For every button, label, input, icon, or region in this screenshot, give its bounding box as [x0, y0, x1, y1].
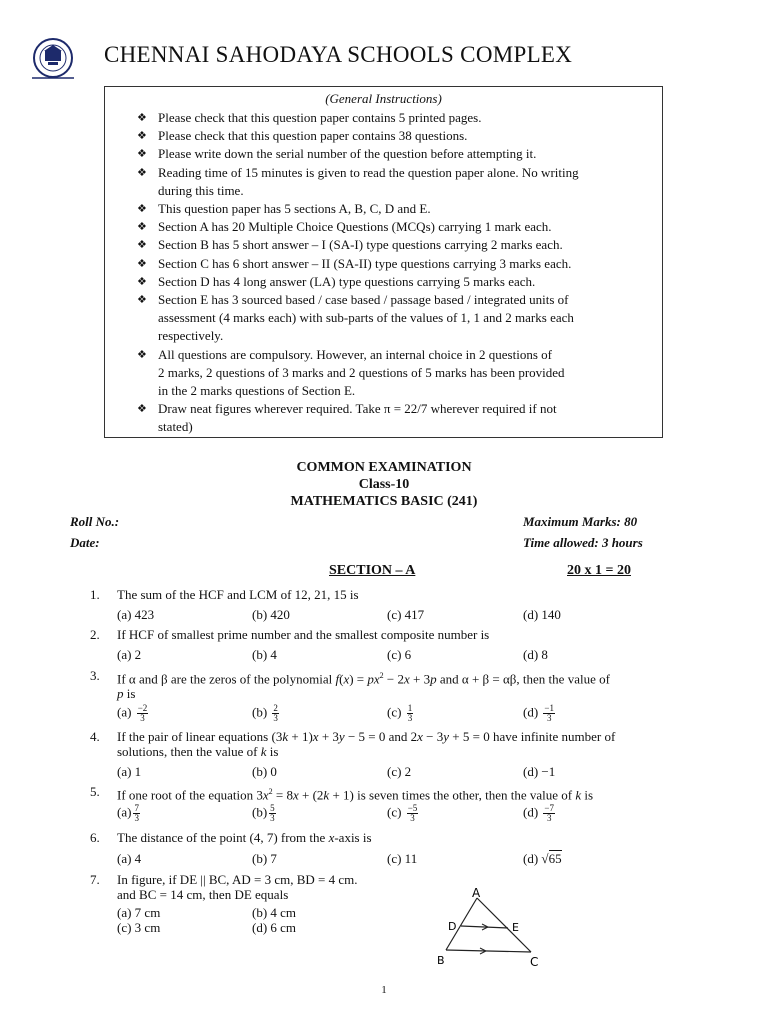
question-4-text: If the pair of linear equations (3k + 1)x + 3y − 5 = 0 and 2x − 3y + 5 = 0 have infinite number of solutions, then the value of k is	[117, 729, 616, 759]
q3-option-b: (b) $\frac{2}{3}$	[252, 703, 278, 723]
q1-option-a: (a) 423	[117, 607, 155, 622]
bullet-icon: ❖	[137, 221, 147, 234]
q4-option-b: (b) 0	[252, 764, 277, 779]
bullet-icon: ❖	[137, 112, 147, 124]
q1-option-d: (d) 140	[523, 607, 561, 622]
q4-option-d: (d) −1	[523, 764, 556, 779]
q6-option-c: (c) 11	[387, 851, 418, 866]
q7-option-d: (d) 6 cm	[252, 920, 297, 935]
question-7-line-1: In figure, if DE || BC, AD = 3 cm, BD = 4 cm.	[117, 872, 358, 887]
question-number: 2.	[90, 627, 100, 642]
q6-option-a: (a) 4	[117, 851, 142, 866]
question-2-text: If HCF of smallest prime number and the smallest composite number is	[117, 627, 490, 642]
school-name: CHENNAI SAHODAYA SCHOOLS COMPLEX	[104, 42, 573, 67]
section-title: SECTION – A	[329, 563, 416, 578]
bullet-icon: ❖	[137, 203, 147, 215]
label-E: E	[512, 921, 519, 934]
q3-option-c: (c) $\frac{1}{3}$	[387, 703, 413, 723]
q2-option-d: (d) 8	[523, 647, 548, 662]
question-number: 5.	[90, 784, 100, 799]
question-number: 3.	[90, 668, 100, 683]
date-label: Date:	[70, 535, 100, 550]
q5-option-a: (a) $\frac{7}{3}$	[117, 803, 139, 823]
q1-option-b: (b) 420	[252, 607, 290, 622]
bullet-icon: ❖	[137, 403, 147, 416]
label-A: A	[472, 886, 481, 900]
q3-option-a: (a) $\frac{-2}{3}$	[117, 703, 148, 723]
question-number: 7.	[90, 872, 100, 887]
q1-option-c: (c) 417	[387, 607, 425, 622]
bullet-icon: ❖	[137, 348, 147, 361]
question-1-text: The sum of the HCF and LCM of 12, 21, 15 is	[117, 587, 359, 602]
triangle-figure	[428, 884, 548, 970]
label-B: B	[437, 954, 445, 967]
question-number: 1.	[90, 587, 100, 602]
roll-number-label: Roll No.:	[70, 514, 120, 529]
school-logo	[20, 36, 86, 82]
time-allowed: Time allowed: 3 hours	[523, 535, 643, 550]
exam-subject: MATHEMATICS BASIC (241)	[290, 494, 478, 509]
bullet-icon: ❖	[137, 166, 147, 179]
bullet-icon: ❖	[137, 130, 147, 143]
bullet-icon: ❖	[137, 239, 147, 252]
q7-option-b: (b) 4 cm	[252, 905, 297, 920]
question-3-text: If α and β are the zeros of the polynomial $f(x) = px^2 - 2x + 3p$ and α + β = αβ, then the value of p is	[117, 671, 610, 702]
question-number: 6.	[90, 830, 100, 845]
q5-option-b: (b) $\frac{5}{3}$	[252, 803, 275, 823]
page-number: 1	[381, 984, 387, 996]
label-D: D	[448, 920, 457, 933]
bullet-icon: ❖	[137, 257, 147, 270]
bullet-icon: ❖	[137, 148, 147, 161]
q6-option-d: (d) √65	[523, 851, 562, 866]
label-C: C	[530, 955, 539, 969]
q3-option-d: (d) $\frac{-1}{3}$	[523, 703, 554, 723]
question-number: 4.	[90, 729, 100, 744]
instructions-title: (General Instructions)	[325, 91, 442, 106]
q5-option-d: (d) $\frac{-7}{3}$	[523, 803, 554, 823]
bullet-icon: ❖	[137, 294, 147, 306]
q6-option-b: (b) 7	[252, 851, 277, 866]
question-7-line-2: and BC = 14 cm, then DE equals	[117, 887, 289, 902]
max-marks: Maximum Marks: 80	[523, 514, 638, 529]
section-marks: 20 x 1 = 20	[567, 563, 631, 578]
q2-option-a: (a) 2	[117, 647, 142, 662]
question-5-text: If one root of the equation $3x^2 = 8x + (2k + 1)$ is seven times the other, then the value of k is	[117, 787, 594, 803]
exam-name: COMMON EXAMINATION	[296, 460, 472, 475]
q2-option-b: (b) 4	[252, 647, 277, 662]
q7-option-a: (a) 7 cm	[117, 905, 161, 920]
q4-option-c: (c) 2	[387, 764, 412, 779]
q4-option-a: (a) 1	[117, 764, 142, 779]
q5-option-c: (c) $\frac{-5}{3}$	[387, 803, 418, 823]
exam-class: Class-10	[358, 477, 410, 492]
q7-option-c: (c) 3 cm	[117, 920, 161, 935]
q2-option-c: (c) 6	[387, 647, 412, 662]
question-6-text: The distance of the point (4, 7) from the x-axis is	[117, 830, 372, 845]
bullet-icon: ❖	[137, 275, 147, 288]
